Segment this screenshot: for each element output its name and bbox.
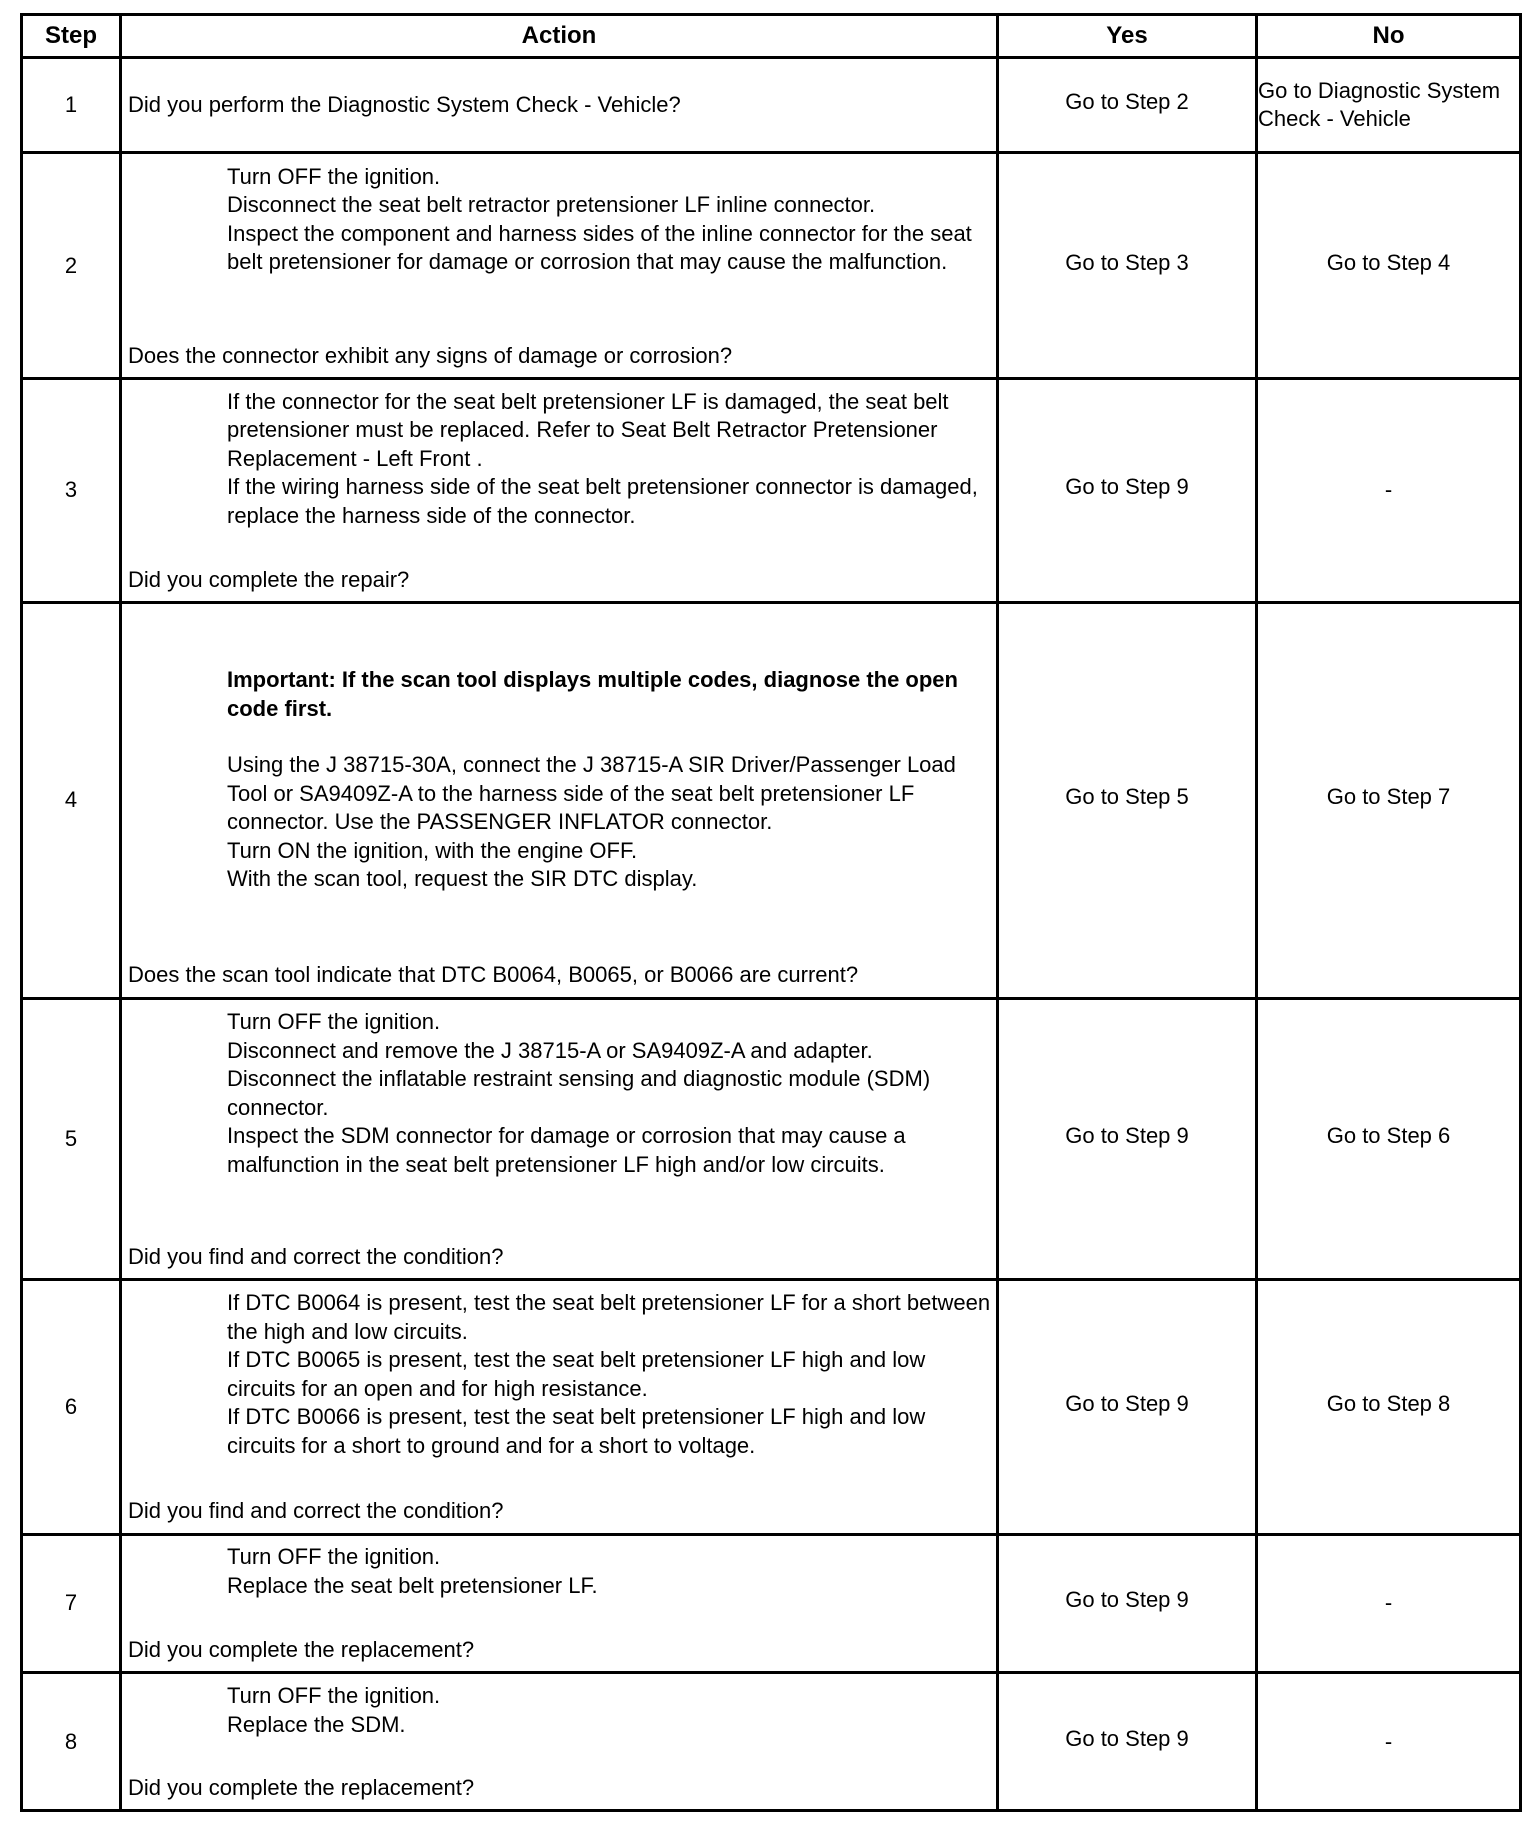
yes-cell: [998, 998, 1257, 1279]
no-cell: -: [1257, 1673, 1521, 1811]
no-cell: [1257, 58, 1521, 153]
no-cell: [1257, 1280, 1521, 1534]
no-link: Go to Step 7: [1326, 784, 1451, 810]
action-question: Did you complete the replacement?: [128, 1775, 475, 1801]
action-step-text: Turn OFF the ignition.: [227, 163, 441, 189]
no-cell: [1257, 602, 1521, 998]
action-step-text: Inspect the SDM connector for damage or corrosion that may cause a malfunction in the seat belt pretensioner LF high and/or low circuits.: [227, 1123, 906, 1177]
action-cell: [121, 1280, 998, 1534]
yes-link: Go to Step 9: [1065, 1725, 1189, 1751]
table-row: [22, 998, 1521, 1279]
action-step-text: Turn ON the ignition, with the engine OFF.: [227, 837, 638, 863]
action-question: Does the connector exhibit any signs of damage or corrosion?: [128, 342, 733, 368]
yes-cell: [998, 1534, 1257, 1673]
action-step-text: Turn OFF the ignition.: [227, 1544, 441, 1570]
no-link: Go to Step 8: [1326, 1390, 1451, 1416]
action-step-text: If DTC B0064 is present, test the seat belt pretensioner LF for a short between the high and low circuits.: [227, 1290, 991, 1344]
action-step-text: If DTC B0066 is present, test the seat belt pretensioner LF high and low circuits for a short to ground and for a short to voltage.: [227, 1404, 926, 1458]
action-step-text: If the wiring harness side of the seat belt pretensioner connector is damaged, replace the harness side of the connector.: [227, 474, 978, 528]
action-question: Did you perform the Diagnostic System Check - Vehicle?: [128, 92, 681, 118]
yes-link: Go to Step 9: [1065, 1390, 1189, 1416]
header-row: [22, 15, 1521, 58]
header-yes: Yes: [998, 15, 1257, 58]
step-number: 3: [22, 378, 121, 602]
action-step-text: Replace the seat belt pretensioner LF.: [227, 1572, 598, 1598]
header-action: Action: [121, 15, 998, 58]
action-steps: [122, 1002, 996, 1179]
important-note: Important: If the scan tool displays multiple codes, diagnose the open code first.: [227, 667, 958, 721]
action-cell: [121, 153, 998, 378]
action-cell: [121, 58, 998, 153]
step-number: 6: [22, 1280, 121, 1534]
yes-cell: [998, 1673, 1257, 1811]
action-question: Did you complete the repair?: [128, 566, 410, 592]
step-number: 4: [22, 602, 121, 998]
action-cell: [121, 602, 998, 998]
table-row: [22, 1534, 1521, 1673]
yes-link: Go to Step 5: [1065, 784, 1189, 810]
yes-link: Go to Step 2: [1065, 89, 1189, 115]
yes-link: Go to Step 9: [1065, 1123, 1189, 1149]
action-steps: [122, 1676, 996, 1739]
action-step-text: Turn OFF the ignition.: [227, 1009, 441, 1035]
no-cell: [1257, 998, 1521, 1279]
step-number: 7: [22, 1534, 121, 1673]
no-cell: -: [1257, 1534, 1521, 1673]
yes-cell: [998, 602, 1257, 998]
yes-cell: [998, 1280, 1257, 1534]
action-question: Does the scan tool indicate that DTC B0064, B0065, or B0066 are current?: [128, 962, 859, 988]
action-steps: [122, 157, 996, 277]
action-step-text: Disconnect the inflatable restraint sensing and diagnostic module (SDM) connector.: [227, 1066, 931, 1120]
no-link: Go to Diagnostic System Check - Vehicle: [1258, 78, 1501, 132]
header-step: Step: [22, 15, 121, 58]
table-row: [22, 1280, 1521, 1534]
step-number: 1: [22, 58, 121, 153]
step-number: 8: [22, 1673, 121, 1811]
action-step-text: Turn OFF the ignition.: [227, 1683, 441, 1709]
yes-cell: [998, 58, 1257, 153]
action-step-text: Inspect the component and harness sides of the inline connector for the seat belt pretensioner for damage or corrosion that may cause the malfunction.: [227, 220, 972, 275]
action-step-text: Using the J 38715-30A, connect the J 38715-A SIR Driver/Passenger Load Tool or SA9409Z-A to the harness side of the seat belt pretensioner LF connector. Use the PASSENGER INFLATOR connector.: [227, 752, 956, 835]
action-step-text: Replace the SDM.: [227, 1711, 406, 1737]
action-cell: [121, 1673, 998, 1811]
no-cell: [1257, 153, 1521, 378]
table-row: [22, 378, 1521, 602]
no-cell: -: [1257, 378, 1521, 602]
diagnostic-table: [20, 13, 1522, 1812]
action-step-text: If DTC B0065 is present, test the seat belt pretensioner LF high and low circuits for an open and for high resistance.: [227, 1347, 926, 1401]
step-number: 2: [22, 153, 121, 378]
yes-cell: [998, 153, 1257, 378]
table-row: [22, 153, 1521, 378]
action-cell: [121, 378, 998, 602]
action-step-text: Disconnect the seat belt retractor pretensioner LF inline connector.: [227, 192, 876, 218]
action-question: Did you find and correct the condition?: [128, 1498, 504, 1524]
yes-link: Go to Step 3: [1065, 249, 1189, 275]
action-steps: [122, 606, 996, 894]
action-step-text: If the connector for the seat belt pretensioner LF is damaged, the seat belt pretensioner must be replaced. Refer to Seat Belt Retractor Pretensioner Replacement - Left Front .: [227, 388, 949, 471]
action-steps: [122, 1537, 996, 1600]
action-steps: [122, 382, 996, 531]
no-link: Go to Step 6: [1326, 1123, 1451, 1149]
action-question: Did you complete the replacement?: [128, 1637, 475, 1663]
yes-link: Go to Step 9: [1065, 474, 1189, 500]
action-cell: [121, 1534, 998, 1673]
table-row: [22, 602, 1521, 998]
action-step-text: With the scan tool, request the SIR DTC display.: [227, 866, 698, 892]
action-cell: [121, 998, 998, 1279]
action-step-text: Disconnect and remove the J 38715-A or SA9409Z-A and adapter.: [227, 1037, 873, 1063]
action-steps: [122, 1283, 996, 1460]
header-no: No: [1257, 15, 1521, 58]
yes-link: Go to Step 9: [1065, 1587, 1189, 1613]
no-link: Go to Step 4: [1326, 249, 1451, 275]
action-question: Did you find and correct the condition?: [128, 1244, 504, 1270]
step-number: 5: [22, 998, 121, 1279]
yes-cell: [998, 378, 1257, 602]
table-row: [22, 58, 1521, 153]
table-row: [22, 1673, 1521, 1811]
